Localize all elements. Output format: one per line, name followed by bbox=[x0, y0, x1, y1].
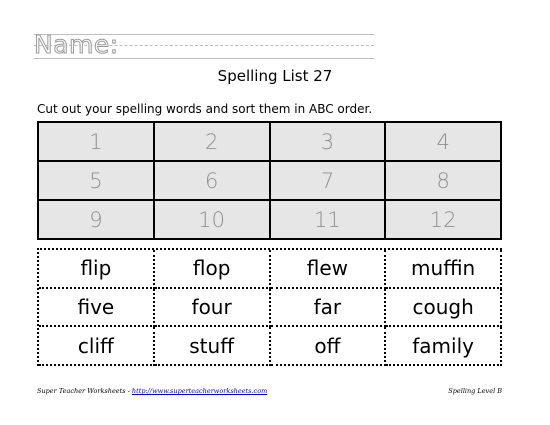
word-cards bbox=[37, 248, 502, 366]
word-card: flew bbox=[271, 250, 387, 289]
word-card: muffin bbox=[386, 250, 502, 289]
number-cell: 5 bbox=[38, 161, 154, 200]
number-cell: 2 bbox=[154, 122, 270, 161]
name-line bbox=[34, 30, 374, 60]
name-label: Name: bbox=[34, 30, 119, 59]
word-card: flop bbox=[155, 250, 271, 289]
word-card: cliff bbox=[39, 327, 155, 366]
word-card: five bbox=[39, 289, 155, 328]
word-card: family bbox=[386, 327, 502, 366]
number-row bbox=[38, 122, 501, 161]
number-cell: 9 bbox=[38, 200, 154, 239]
number-cell: 4 bbox=[385, 122, 501, 161]
number-cell: 12 bbox=[385, 200, 501, 239]
word-card: stuff bbox=[155, 327, 271, 366]
footer-link[interactable]: http://www.superteacherworksheets.com bbox=[131, 387, 268, 395]
word-card: far bbox=[271, 289, 387, 328]
number-cell: 7 bbox=[270, 161, 386, 200]
number-cell: 3 bbox=[270, 122, 386, 161]
number-cell: 10 bbox=[154, 200, 270, 239]
footer-credit: Super Teacher Worksheets - bbox=[37, 387, 132, 395]
instructions: Cut out your spelling words and sort them in ABC order. bbox=[37, 102, 373, 116]
footer-left bbox=[37, 386, 267, 396]
number-row bbox=[38, 161, 501, 200]
number-cell: 6 bbox=[154, 161, 270, 200]
page-title: Spelling List 27 bbox=[217, 67, 333, 85]
number-row bbox=[38, 200, 501, 239]
number-cell: 1 bbox=[38, 122, 154, 161]
word-card: off bbox=[271, 327, 387, 366]
word-card: flip bbox=[39, 250, 155, 289]
footer bbox=[37, 386, 502, 396]
footer-level: Spelling Level B bbox=[448, 387, 502, 395]
word-card: four bbox=[155, 289, 271, 328]
number-grid bbox=[37, 121, 502, 240]
word-card: cough bbox=[386, 289, 502, 328]
number-cell: 11 bbox=[270, 200, 386, 239]
number-cell: 8 bbox=[385, 161, 501, 200]
